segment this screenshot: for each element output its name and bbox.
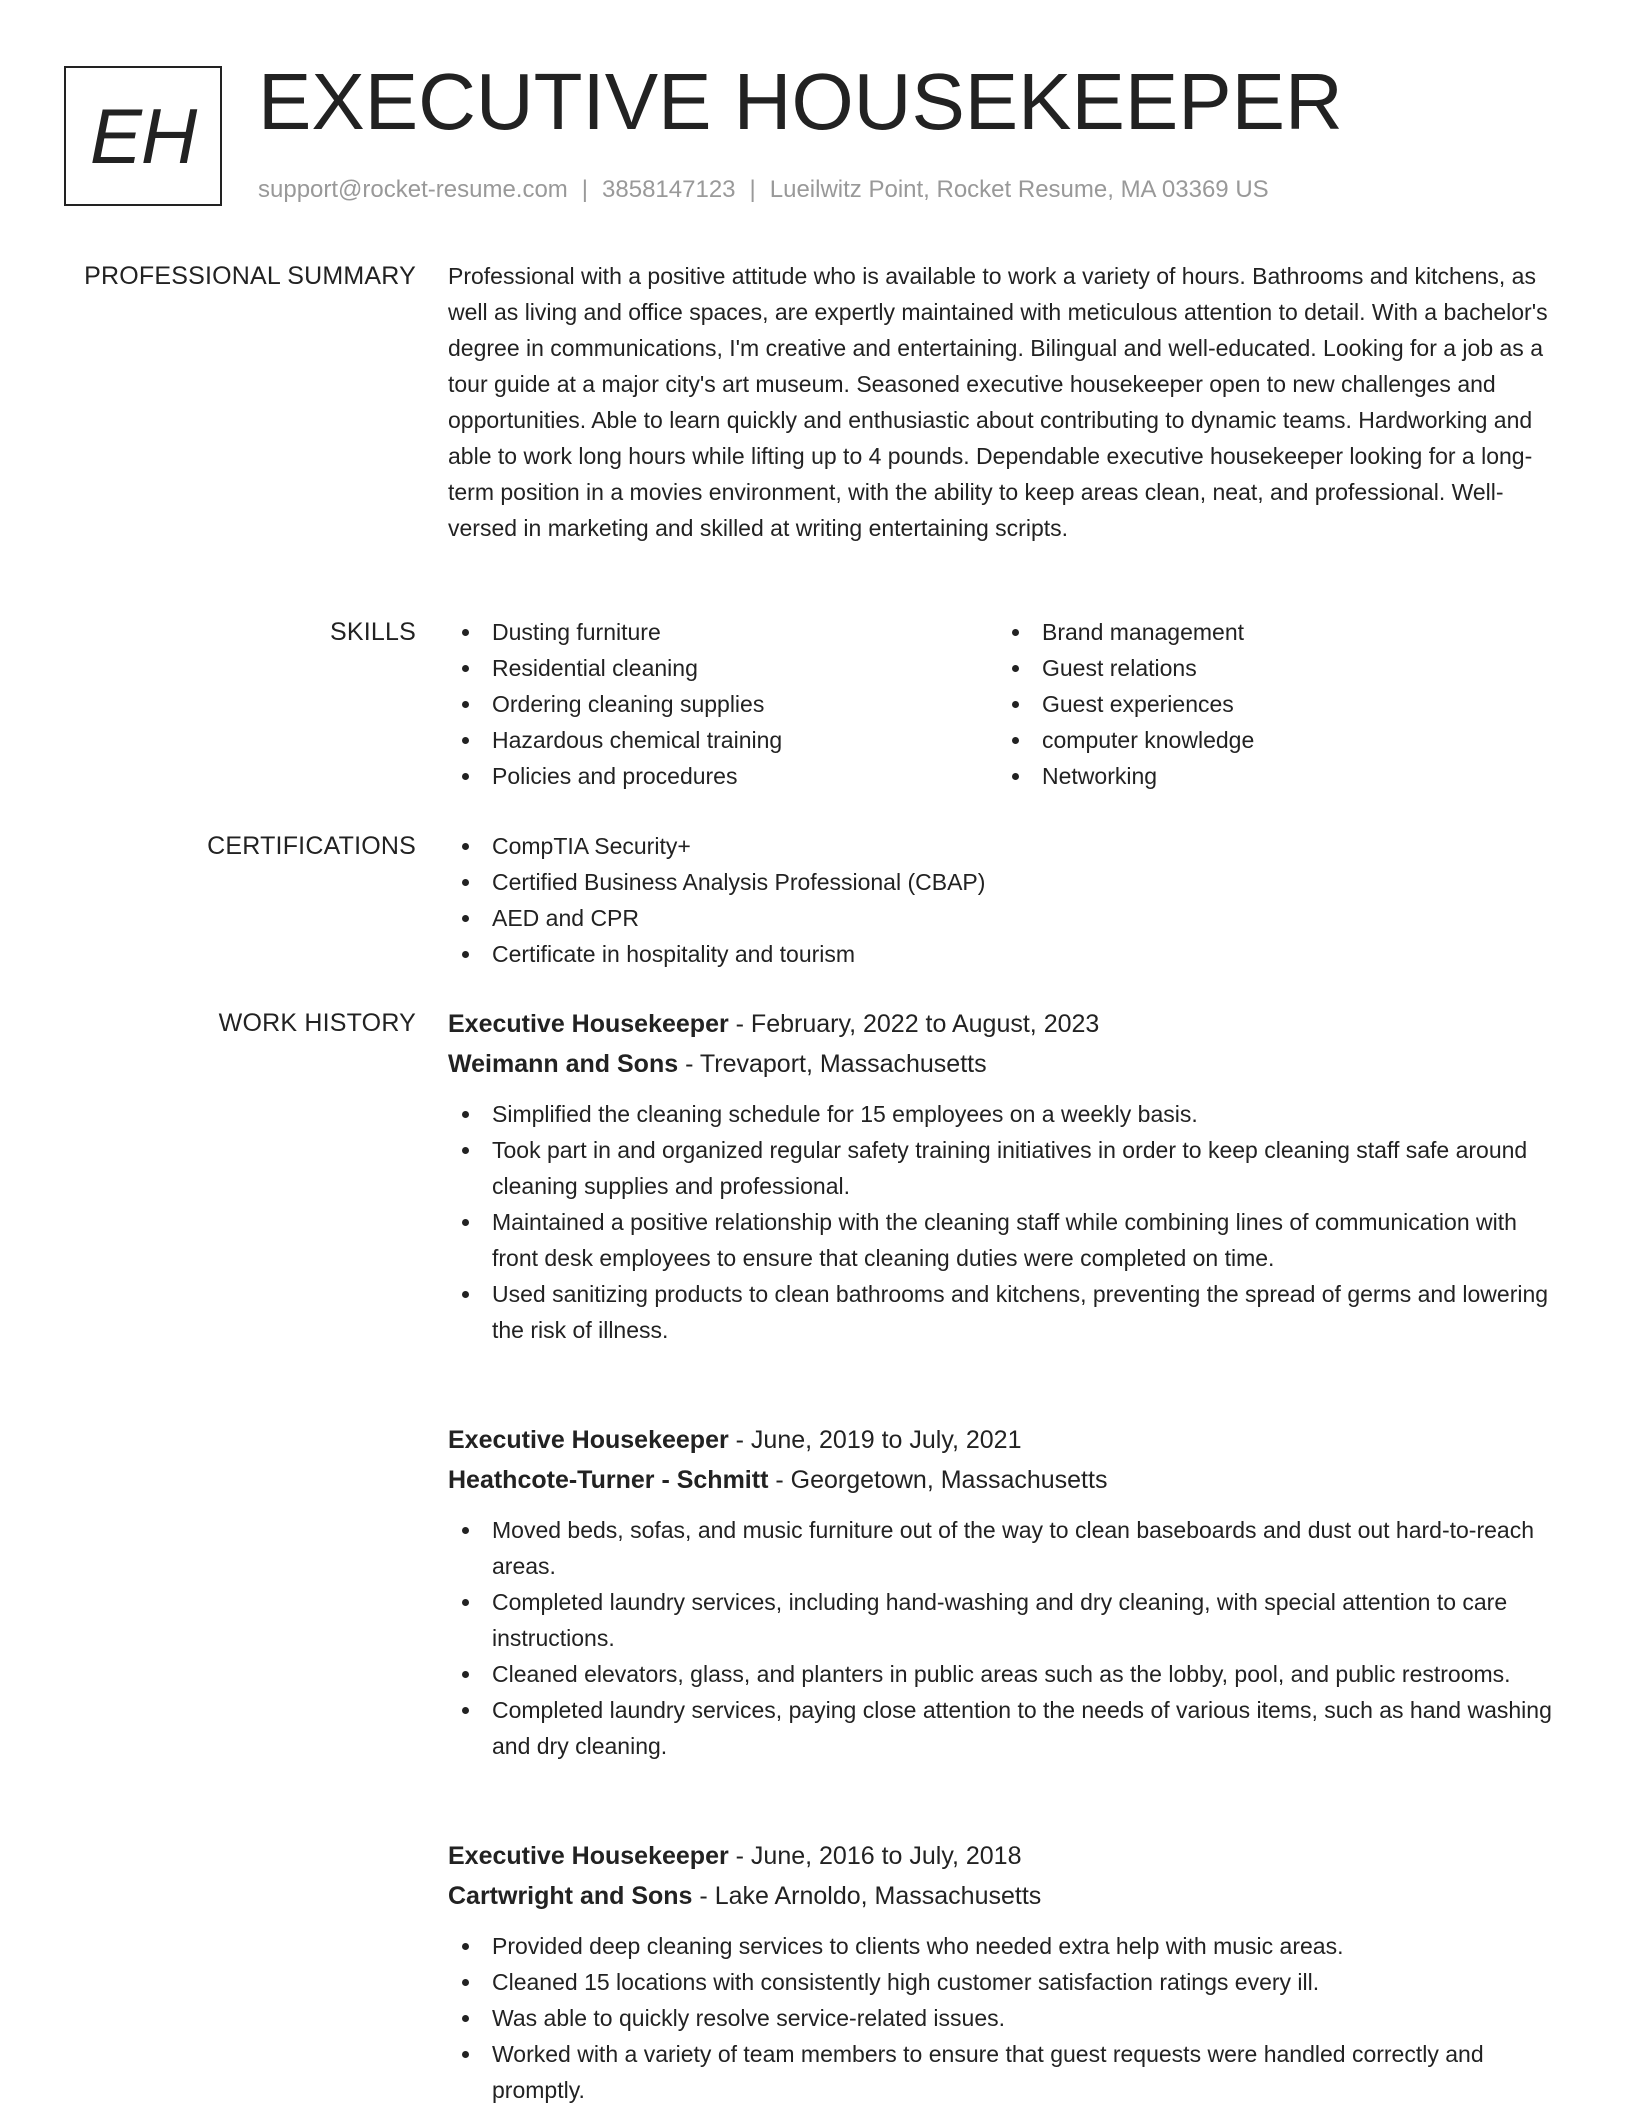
job-bullets	[448, 1512, 1568, 1764]
job-bullets	[448, 1096, 1568, 1348]
job-bullet: Worked with a variety of team members to ensure that guest requests were handled correctly and promptly.	[448, 2036, 1568, 2108]
job-location: Lake Arnoldo, Massachusetts	[714, 1882, 1042, 1910]
section-label-certifications: CERTIFICATIONS	[207, 832, 416, 860]
job-bullet: Provided deep cleaning services to clients who needed extra help with music areas.	[448, 1928, 1568, 1964]
job-company: Heathcote-Turner - Schmitt	[448, 1466, 769, 1494]
summary-body	[448, 258, 1568, 546]
job-title: Executive Housekeeper	[448, 1426, 729, 1454]
job-bullet: Moved beds, sofas, and music furniture out of the way to clean baseboards and dust out hard-to-reach areas.	[448, 1512, 1568, 1584]
contact-separator: |	[581, 176, 589, 203]
skill-item: Dusting furniture	[448, 614, 998, 650]
section-label-skills: SKILLS	[330, 618, 416, 646]
certification-item: AED and CPR	[448, 900, 1568, 936]
certification-item: Certified Business Analysis Professional (CBAP)	[448, 864, 1568, 900]
skill-item: Networking	[998, 758, 1548, 794]
job-title-line: Executive Housekeeper - June, 2016 to July, 2018	[448, 1842, 1022, 1870]
job-bullet: Cleaned 15 locations with consistently high customer satisfaction ratings every ill.	[448, 1964, 1568, 2000]
job-location: Georgetown, Massachusetts	[790, 1466, 1108, 1494]
job-title: Executive Housekeeper	[448, 1842, 729, 1870]
skill-item: Guest experiences	[998, 686, 1548, 722]
contact-email: support@rocket-resume.com	[258, 176, 568, 203]
job-title-line: Executive Housekeeper - February, 2022 to August, 2023	[448, 1010, 1100, 1038]
skills-column-left	[448, 614, 998, 794]
job-bullet: Was able to quickly resolve service-related issues.	[448, 2000, 1568, 2036]
skill-item: computer knowledge	[998, 722, 1548, 758]
job-bullet: Completed laundry services, including hand-washing and dry cleaning, with special attention to care instructions.	[448, 1584, 1568, 1656]
job-bullet: Cleaned elevators, glass, and planters in public areas such as the lobby, pool, and public restrooms.	[448, 1656, 1568, 1692]
job-dates: June, 2016 to July, 2018	[750, 1842, 1022, 1870]
skill-item: Policies and procedures	[448, 758, 998, 794]
skill-item: Hazardous chemical training	[448, 722, 998, 758]
summary-text: Professional with a positive attitude who is available to work a variety of hours. Bathrooms and kitchens, as well as living and office spaces, are expertly maintained with meticulous attention to detail. With a bachelor's degree in communications, I'm creative and entertaining. Bilingual and well-educated. Looking for a job as a tour guide at a major city's art museum. Seasoned executive housekeeper open to new challenges and opportunities. Able to learn quickly and enthusiastic about contributing to dynamic teams. Hardworking and able to work long hours while lifting up to 4 pounds. Dependable executive housekeeper looking for a long-term position in a movies environment, with the ability to keep areas clean, neat, and professional. Well-versed in marketing and skilled at writing entertaining scripts.	[448, 263, 1548, 541]
contact-address: Lueilwitz Point, Rocket Resume, MA 03369 US	[769, 176, 1269, 203]
certification-item: CompTIA Security+	[448, 828, 1568, 864]
job-company-line: Heathcote-Turner - Schmitt - Georgetown, Massachusetts	[448, 1466, 1108, 1494]
job-company-line: Weimann and Sons - Trevaport, Massachusetts	[448, 1050, 987, 1078]
job-bullet: Used sanitizing products to clean bathrooms and kitchens, preventing the spread of germs and lowering the risk of illness.	[448, 1276, 1568, 1348]
job-location: Trevaport, Massachusetts	[699, 1050, 987, 1078]
skills-column-right	[998, 614, 1548, 794]
section-label-work-history: WORK HISTORY	[218, 1009, 416, 1037]
section-label-summary: PROFESSIONAL SUMMARY	[84, 262, 416, 290]
job-company: Weimann and Sons	[448, 1050, 679, 1078]
job-bullet: Completed laundry services, paying close attention to the needs of various items, such as hand washing and dry cleaning.	[448, 1692, 1568, 1764]
contact-line	[258, 174, 1269, 206]
job-title: Executive Housekeeper	[448, 1010, 729, 1038]
resume-title: EXECUTIVE HOUSEKEEPER	[258, 57, 1343, 146]
job-dates: February, 2022 to August, 2023	[750, 1010, 1100, 1038]
job-bullet: Took part in and organized regular safety training initiatives in order to keep cleaning staff safe around cleaning supplies and professional.	[448, 1132, 1568, 1204]
job-company-line: Cartwright and Sons - Lake Arnoldo, Massachusetts	[448, 1882, 1042, 1910]
skill-item: Residential cleaning	[448, 650, 998, 686]
skill-item: Brand management	[998, 614, 1548, 650]
job-bullet: Maintained a positive relationship with the cleaning staff while combining lines of communication with front desk employees to ensure that cleaning duties were completed on time.	[448, 1204, 1568, 1276]
skill-item: Guest relations	[998, 650, 1548, 686]
skill-item: Ordering cleaning supplies	[448, 686, 998, 722]
contact-phone: 3858147123	[602, 176, 736, 203]
job-dates: June, 2019 to July, 2021	[750, 1426, 1022, 1454]
monogram-logo: EH	[64, 66, 222, 206]
certification-item: Certificate in hospitality and tourism	[448, 936, 1568, 972]
skills-body	[448, 614, 1568, 794]
job-bullets	[448, 1928, 1568, 2108]
contact-separator: |	[749, 176, 756, 203]
certifications-body	[448, 828, 1568, 972]
job-bullet: Simplified the cleaning schedule for 15 employees on a weekly basis.	[448, 1096, 1568, 1132]
job-company: Cartwright and Sons	[448, 1882, 693, 1910]
job-title-line: Executive Housekeeper - June, 2019 to July, 2021	[448, 1426, 1022, 1454]
